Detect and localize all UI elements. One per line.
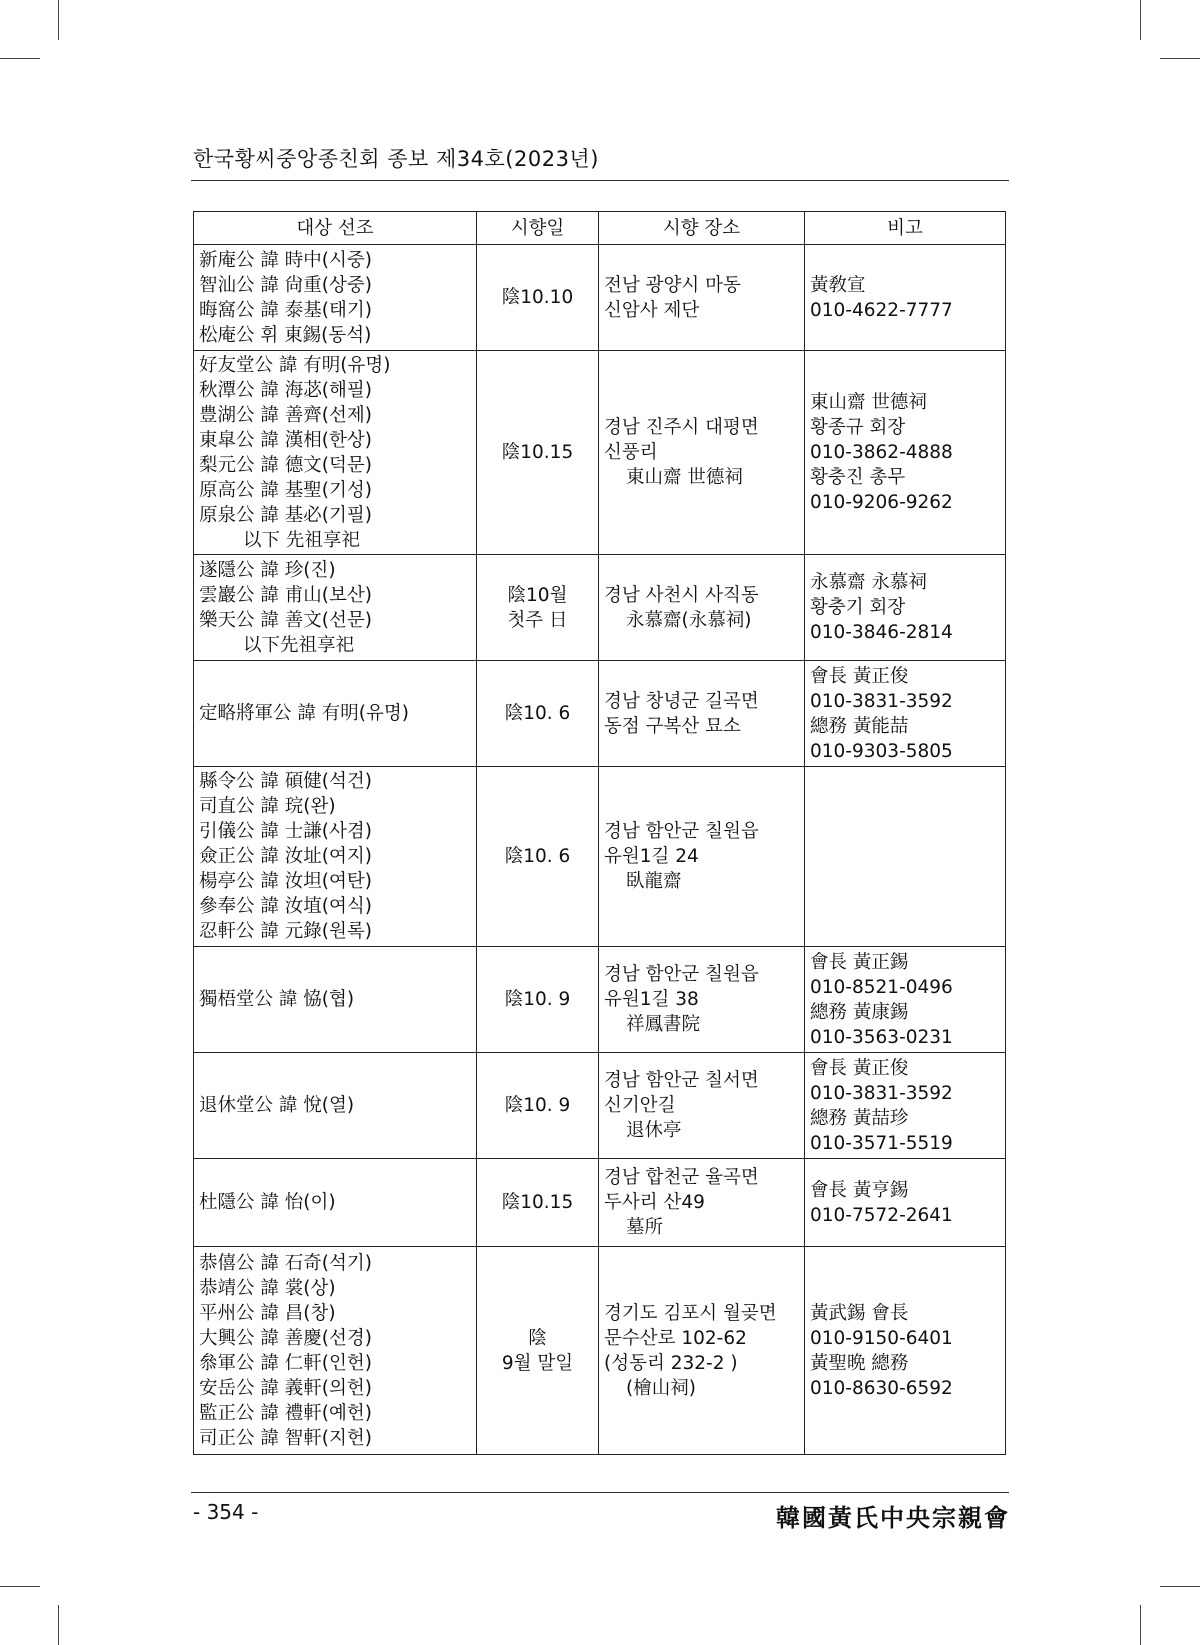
place-line: 신기안길: [604, 1095, 676, 1116]
place-line: 墓所: [626, 1217, 664, 1238]
note-line: 黃敎宣: [810, 274, 866, 296]
note-line: 010-8521-0496: [810, 976, 953, 998]
ancestor-line: 秋潭公 諱 海苾(해필): [199, 379, 372, 401]
place-line: 동점 구복산 묘소: [604, 715, 741, 737]
place-line: 두사리 산49: [604, 1192, 705, 1213]
crop-mark: [58, 0, 59, 40]
place-line: 경남 창녕군 길곡면: [604, 690, 759, 712]
ancestor-line: 豊湖公 諱 善齊(선제): [199, 404, 372, 426]
ancestor-line: 定略將軍公 諱 有明(유명): [199, 703, 409, 724]
organization-logo-text: 韓國黃氏中央宗親會: [776, 1503, 1010, 1532]
note-line: 黃武錫 會長: [810, 1302, 909, 1324]
ancestor-line: 原高公 諱 基聖(기성): [199, 479, 372, 501]
place-cell: [599, 661, 805, 767]
table-row: [194, 555, 1006, 661]
table-row: [194, 245, 1006, 351]
ancestor-line: 恭靖公 諱 裳(상): [199, 1277, 336, 1299]
ancestor-line: 監正公 諱 禮軒(예헌): [199, 1402, 372, 1424]
ancestor-line: 退休堂公 諱 悅(열): [199, 1095, 355, 1116]
date-line: 9월 말일: [501, 1352, 574, 1374]
place-line: 유원1길 38: [604, 989, 699, 1010]
ancestor-line: 雲巖公 諱 甫山(보산): [199, 584, 372, 606]
table-row: [194, 351, 1006, 555]
note-cell: [805, 947, 1006, 1053]
ancestor-line: 司正公 諱 智軒(지헌): [199, 1427, 372, 1449]
running-header: 한국황씨중앙종친회 종보 제34호(2023년): [193, 147, 599, 171]
ancestor-line: 以下先祖享祀: [243, 634, 355, 656]
col-header-date: 시향일: [477, 212, 599, 245]
note-cell: [805, 1247, 1006, 1455]
ancestor-line: 安岳公 諱 義軒(의헌): [199, 1377, 372, 1399]
date-cell: [477, 351, 599, 555]
place-line: 경남 함안군 칠서면: [604, 1070, 759, 1091]
place-line: (檜山祠): [626, 1377, 696, 1399]
crop-mark: [1160, 58, 1200, 59]
note-cell: [805, 767, 1006, 947]
note-line: 010-9206-9262: [810, 492, 953, 513]
date-line: 陰10.15: [501, 1192, 574, 1213]
table-row: [194, 1053, 1006, 1159]
note-line: 會長 黃正俊: [810, 665, 909, 687]
col-header-place: 시향 장소: [599, 212, 805, 245]
note-line: 總務 黃喆珍: [810, 1107, 909, 1129]
note-line: 總務 黃康錫: [810, 1001, 909, 1023]
note-line: 會長 黃亨錫: [810, 1179, 909, 1201]
place-cell: [599, 351, 805, 555]
crop-mark: [1140, 0, 1141, 40]
place-line: 문수산로 102-62: [604, 1327, 747, 1349]
note-cell: [805, 661, 1006, 767]
date-cell: [477, 1159, 599, 1247]
place-line: 祥鳳書院: [626, 1014, 701, 1035]
note-line: 會長 黃正俊: [810, 1057, 909, 1079]
table-row: [194, 767, 1006, 947]
ancestor-line: 平州公 諱 昌(창): [199, 1302, 336, 1324]
note-line: 황충기 회장: [810, 597, 906, 618]
table-row: [194, 1247, 1006, 1455]
crop-mark: [1140, 1605, 1141, 1645]
ancestors-cell: [194, 767, 477, 947]
ancestor-line: 引儀公 諱 士謙(사겸): [199, 821, 372, 842]
table-row: [194, 1159, 1006, 1247]
ancestors-cell: [194, 1247, 477, 1455]
ancestor-line: 僉正公 諱 汝址(여지): [199, 846, 372, 867]
page-number: - 354 -: [193, 1500, 259, 1524]
place-line: 경남 진주시 대평면: [604, 417, 759, 438]
place-line: (성동리 232-2 ): [604, 1352, 738, 1374]
note-line: 黃聖晩 總務: [810, 1352, 909, 1374]
place-line: 退休亭: [626, 1120, 682, 1141]
ancestor-line: 新庵公 諱 時中(시중): [199, 249, 372, 271]
ancestor-line: 縣令公 諱 碩健(석건): [199, 771, 372, 792]
note-line: 010-3571-5519: [810, 1132, 953, 1154]
col-header-ancestors: 대상 선조: [194, 212, 477, 245]
date-line: 陰10월: [507, 584, 568, 606]
note-line: 010-4622-7777: [810, 299, 953, 321]
date-cell: [477, 555, 599, 661]
date-cell: [477, 245, 599, 351]
footer-rule: [191, 1492, 1009, 1493]
ancestor-line: 獨梧堂公 諱 恊(협): [199, 989, 355, 1010]
note-cell: [805, 1159, 1006, 1247]
ancestor-line: 大興公 諱 善慶(선경): [199, 1327, 372, 1349]
ancestors-cell: [194, 555, 477, 661]
ancestral-rites-table: [193, 211, 1006, 1455]
ancestor-line: 楊亭公 諱 汝坦(여탄): [199, 871, 372, 892]
note-line: 會長 黃正錫: [810, 951, 909, 973]
ancestor-line: 松庵公 휘 東錫(동석): [199, 324, 372, 346]
place-line: 유원1길 24: [604, 846, 699, 867]
ancestor-line: 叅軍公 諱 仁軒(인헌): [199, 1352, 372, 1374]
ancestor-line: 東皐公 諱 漢相(한상): [199, 429, 372, 451]
ancestor-line: 參奉公 諱 汝埴(여식): [199, 896, 372, 917]
header-rule: [191, 180, 1009, 181]
note-cell: [805, 1053, 1006, 1159]
note-line: 010-9303-5805: [810, 740, 953, 762]
place-line: 전남 광양시 마동: [604, 274, 741, 296]
ancestor-line: 樂天公 諱 善文(선문): [199, 609, 372, 631]
note-line: 010-8630-6592: [810, 1377, 953, 1399]
crop-mark: [0, 58, 40, 59]
ancestors-cell: [194, 947, 477, 1053]
ancestor-line: 好友堂公 諱 有明(유명): [199, 354, 391, 376]
place-line: 경기도 김포시 월곶면: [604, 1302, 777, 1324]
date-line: 陰10.15: [501, 442, 574, 463]
date-cell: [477, 1053, 599, 1159]
note-line: 010-3563-0231: [810, 1026, 953, 1048]
date-line: 陰10. 9: [504, 1095, 571, 1116]
date-cell: [477, 1247, 599, 1455]
place-line: 永慕齋(永慕祠): [626, 609, 752, 631]
crop-mark: [1160, 1586, 1200, 1587]
date-cell: [477, 947, 599, 1053]
ancestor-line: 原泉公 諱 基必(기필): [199, 504, 372, 526]
ancestors-cell: [194, 351, 477, 555]
note-cell: [805, 555, 1006, 661]
note-line: 황종규 회장: [810, 417, 906, 438]
table-row: [194, 947, 1006, 1053]
note-line: 010-3831-3592: [810, 690, 953, 712]
ancestor-line: 智汕公 諱 尙重(상중): [199, 274, 372, 296]
place-line: 경남 합천군 율곡면: [604, 1167, 759, 1188]
ancestor-line: 以下 先祖享祀: [243, 529, 360, 551]
ancestor-line: 晦窩公 諱 泰基(태기): [199, 299, 372, 321]
ancestor-line: 司直公 諱 琓(완): [199, 796, 336, 817]
date-line: 陰: [528, 1327, 547, 1349]
note-line: 總務 黃能喆: [810, 715, 909, 737]
crop-mark: [58, 1605, 59, 1645]
place-line: 경남 함안군 칠원읍: [604, 964, 759, 985]
date-line: 陰10.10: [501, 287, 574, 308]
note-line: 010-3846-2814: [810, 622, 953, 643]
date-line: 陰10. 9: [504, 989, 571, 1010]
ancestor-line: 忍軒公 諱 元錄(원록): [199, 921, 372, 942]
place-cell: [599, 555, 805, 661]
table-row: [194, 661, 1006, 767]
note-line: 永慕齋 永慕祠: [810, 572, 927, 593]
date-cell: [477, 767, 599, 947]
place-cell: [599, 245, 805, 351]
note-line: 010-3831-3592: [810, 1082, 953, 1104]
note-line: 東山齋 世德祠: [810, 392, 927, 413]
ancestor-line: 恭僖公 諱 石奇(석기): [199, 1252, 372, 1274]
ancestors-cell: [194, 1053, 477, 1159]
ancestors-cell: [194, 1159, 477, 1247]
crop-mark: [0, 1586, 40, 1587]
place-line: 신풍리: [604, 442, 658, 463]
ancestor-line: 遂隱公 諱 珍(진): [199, 559, 336, 581]
ancestor-line: 杜隱公 諱 怡(이): [199, 1192, 336, 1213]
place-cell: [599, 947, 805, 1053]
col-header-note: 비고: [805, 212, 1006, 245]
place-line: 신암사 제단: [604, 299, 700, 321]
note-line: 010-7572-2641: [810, 1204, 953, 1226]
note-cell: [805, 351, 1006, 555]
date-line: 첫주 日: [507, 609, 568, 631]
place-line: 東山齋 世德祠: [626, 467, 743, 488]
place-line: 경남 함안군 칠원읍: [604, 821, 759, 842]
note-line: 황충진 총무: [810, 467, 906, 488]
place-cell: [599, 1053, 805, 1159]
date-line: 陰10. 6: [504, 846, 571, 867]
date-line: 陰10. 6: [504, 703, 571, 724]
ancestors-cell: [194, 245, 477, 351]
place-cell: [599, 1247, 805, 1455]
ancestors-cell: [194, 661, 477, 767]
place-cell: [599, 1159, 805, 1247]
ancestor-line: 梨元公 諱 德文(덕문): [199, 454, 372, 476]
note-line: 010-3862-4888: [810, 442, 953, 463]
table-header-row: [194, 212, 1006, 245]
place-line: 臥龍齋: [626, 871, 682, 892]
place-line: 경남 사천시 사직동: [604, 584, 759, 606]
note-line: 010-9150-6401: [810, 1327, 953, 1349]
date-cell: [477, 661, 599, 767]
note-cell: [805, 245, 1006, 351]
place-cell: [599, 767, 805, 947]
